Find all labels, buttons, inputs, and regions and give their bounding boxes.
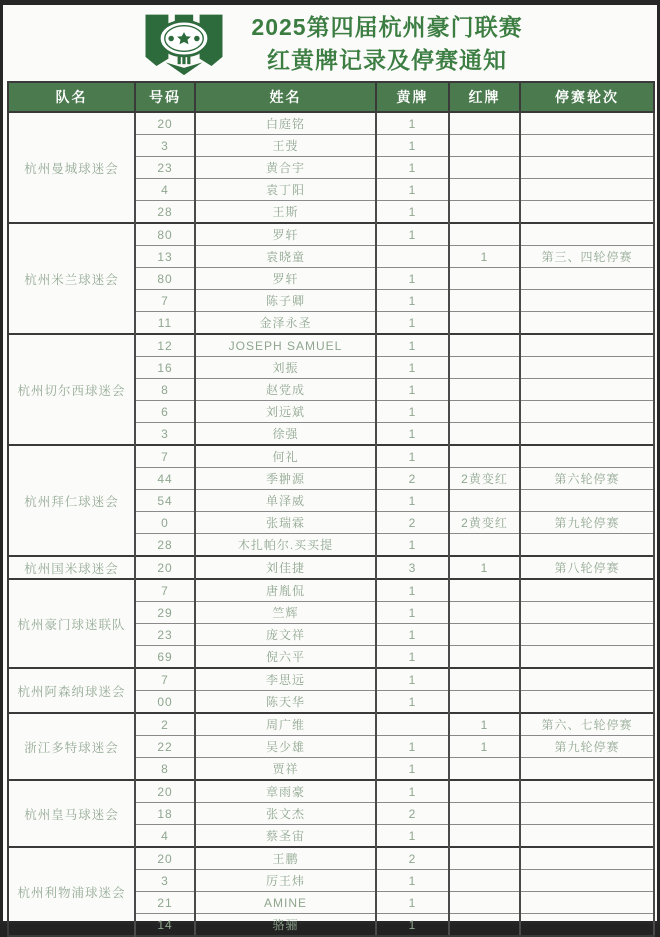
col-header-team: 队名 [8,82,135,112]
table-row [8,445,654,468]
player-number-cell: 21 [135,892,195,914]
player-name-cell: 王斯 [195,201,376,224]
player-name-cell: 蔡圣宙 [195,825,376,848]
team-name-cell: 浙江多特球迷会 [8,713,135,780]
player-number-cell: 14 [135,914,195,937]
team-name-cell: 杭州米兰球迷会 [8,223,135,334]
suspension-cell [520,379,654,401]
col-header-suspension: 停赛轮次 [520,82,654,112]
red-card-cell: 1 [449,713,520,736]
player-number-cell: 8 [135,758,195,781]
table-row [8,334,654,357]
player-number-cell: 28 [135,201,195,224]
player-name-cell: 李思远 [195,668,376,691]
yellow-card-cell: 1 [376,691,449,714]
yellow-card-cell: 1 [376,334,449,357]
player-name-cell: 章雨豪 [195,780,376,803]
player-name-cell: 竺辉 [195,602,376,624]
suspension-cell [520,668,654,691]
suspension-cell [520,334,654,357]
red-card-cell: 1 [449,736,520,758]
player-number-cell: 7 [135,445,195,468]
yellow-card-cell: 1 [376,646,449,669]
table-row [8,579,654,602]
suspension-cell [520,624,654,646]
player-number-cell: 20 [135,780,195,803]
col-header-yellow: 黄牌 [376,82,449,112]
yellow-card-cell: 1 [376,290,449,312]
player-number-cell: 28 [135,534,195,557]
suspension-cell: 第六轮停赛 [520,468,654,490]
red-card-cell [449,135,520,157]
table-header [8,82,654,112]
table-row [8,847,654,870]
suspension-cell [520,602,654,624]
player-number-cell: 20 [135,112,195,135]
red-card-cell [449,379,520,401]
red-card-cell: 1 [449,556,520,579]
yellow-card-cell: 3 [376,556,449,579]
yellow-card-cell: 2 [376,468,449,490]
player-name-cell: 厉王炜 [195,870,376,892]
player-name-cell: 袁晓童 [195,246,376,268]
suspension-cell: 第三、四轮停赛 [520,246,654,268]
suspension-cell [520,268,654,290]
yellow-card-cell: 2 [376,803,449,825]
col-header-red: 红牌 [449,82,520,112]
team-name-cell: 杭州切尔西球迷会 [8,334,135,445]
player-name-cell: 木扎帕尔.买买提 [195,534,376,557]
yellow-card-cell: 1 [376,445,449,468]
player-number-cell: 69 [135,646,195,669]
red-card-cell [449,847,520,870]
suspension-cell [520,758,654,781]
red-card-cell [449,780,520,803]
suspension-cell [520,423,654,446]
table-row [8,668,654,691]
team-name-cell: 杭州阿森纳球迷会 [8,668,135,713]
suspension-cell [520,579,654,602]
yellow-card-cell: 1 [376,758,449,781]
player-name-cell: JOSEPH SAMUEL [195,334,376,357]
suspension-cell [520,914,654,937]
player-name-cell: 季翀源 [195,468,376,490]
suspension-cell: 第六、七轮停赛 [520,713,654,736]
player-name-cell: 徐强 [195,423,376,446]
player-number-cell: 3 [135,423,195,446]
player-number-cell: 8 [135,379,195,401]
player-name-cell: AMINE [195,892,376,914]
yellow-card-cell: 2 [376,847,449,870]
red-card-cell: 1 [449,246,520,268]
player-number-cell: 80 [135,223,195,246]
player-number-cell: 13 [135,246,195,268]
title-line-1: 2025第四届杭州豪门联赛 [251,13,523,40]
league-crest-icon [137,11,231,77]
yellow-card-cell: 1 [376,223,449,246]
suspension-cell [520,290,654,312]
red-card-cell [449,534,520,557]
table-row [8,713,654,736]
yellow-card-cell: 1 [376,736,449,758]
player-number-cell: 7 [135,579,195,602]
table-row [8,556,654,579]
yellow-card-cell: 1 [376,780,449,803]
col-header-name: 姓名 [195,82,376,112]
player-name-cell: 骆骊 [195,914,376,937]
suspension-cell [520,892,654,914]
page-header [3,5,657,80]
yellow-card-cell: 1 [376,201,449,224]
yellow-card-cell: 1 [376,914,449,937]
table-row [8,780,654,803]
yellow-card-cell: 1 [376,534,449,557]
player-name-cell: 贾祥 [195,758,376,781]
red-card-cell [449,334,520,357]
red-card-cell [449,602,520,624]
red-card-cell [449,490,520,512]
player-number-cell: 16 [135,357,195,379]
yellow-card-cell: 1 [376,112,449,135]
yellow-card-cell: 1 [376,579,449,602]
suspension-cell [520,312,654,335]
player-name-cell: 白庭铭 [195,112,376,135]
red-card-cell: 2黄变红 [449,512,520,534]
red-card-cell [449,312,520,335]
red-card-cell [449,691,520,714]
yellow-card-cell: 1 [376,157,449,179]
player-name-cell: 袁丁阳 [195,179,376,201]
suspension-cell [520,201,654,224]
red-card-cell [449,579,520,602]
red-card-cell [449,401,520,423]
suspension-cell: 第九轮停赛 [520,512,654,534]
yellow-card-cell: 1 [376,423,449,446]
red-card-cell [449,179,520,201]
red-card-cell [449,624,520,646]
suspension-cell: 第八轮停赛 [520,556,654,579]
player-name-cell: 何礼 [195,445,376,468]
player-name-cell: 王弢 [195,135,376,157]
suspension-cell [520,112,654,135]
red-card-cell [449,112,520,135]
player-number-cell: 00 [135,691,195,714]
yellow-card-cell: 1 [376,870,449,892]
player-name-cell: 唐胤侃 [195,579,376,602]
yellow-card-cell [376,713,449,736]
player-number-cell: 23 [135,624,195,646]
yellow-card-cell: 1 [376,825,449,848]
red-card-cell [449,157,520,179]
player-name-cell: 张瑞霖 [195,512,376,534]
player-name-cell: 刘佳捷 [195,556,376,579]
suspension-cell [520,445,654,468]
player-name-cell: 倪六平 [195,646,376,669]
player-number-cell: 54 [135,490,195,512]
player-name-cell: 刘远斌 [195,401,376,423]
player-name-cell: 王鹏 [195,847,376,870]
suspension-cell [520,803,654,825]
player-name-cell: 黄合宇 [195,157,376,179]
player-number-cell: 20 [135,847,195,870]
player-name-cell: 单泽威 [195,490,376,512]
player-number-cell: 23 [135,157,195,179]
red-card-cell [449,914,520,937]
yellow-card-cell: 1 [376,602,449,624]
player-number-cell: 3 [135,135,195,157]
player-number-cell: 80 [135,268,195,290]
red-card-cell [449,892,520,914]
red-card-cell [449,870,520,892]
player-number-cell: 4 [135,179,195,201]
suspension-cell [520,847,654,870]
player-number-cell: 7 [135,290,195,312]
player-name-cell: 庞文祥 [195,624,376,646]
player-number-cell: 4 [135,825,195,848]
team-name-cell: 杭州皇马球迷会 [8,780,135,847]
suspension-cell [520,691,654,714]
player-name-cell: 罗轩 [195,268,376,290]
page-title [251,11,522,76]
player-number-cell: 18 [135,803,195,825]
red-card-cell [449,758,520,781]
red-card-cell [449,646,520,669]
yellow-card-cell: 1 [376,401,449,423]
suspension-cell [520,135,654,157]
player-number-cell: 2 [135,713,195,736]
player-number-cell: 12 [135,334,195,357]
player-number-cell: 3 [135,870,195,892]
yellow-card-cell: 2 [376,512,449,534]
suspension-cell [520,157,654,179]
red-card-cell [449,290,520,312]
team-name-cell: 杭州曼城球迷会 [8,112,135,223]
table-row [8,223,654,246]
suspension-cell [520,825,654,848]
yellow-card-cell: 1 [376,312,449,335]
suspension-cell [520,357,654,379]
suspension-cell [520,870,654,892]
col-header-number: 号码 [135,82,195,112]
suspension-cell [520,490,654,512]
red-card-cell [449,223,520,246]
suspension-cell: 第九轮停赛 [520,736,654,758]
red-card-cell [449,803,520,825]
player-name-cell: 陈子卿 [195,290,376,312]
player-number-cell: 0 [135,512,195,534]
suspension-cell [520,223,654,246]
suspension-cell [520,780,654,803]
yellow-card-cell: 1 [376,490,449,512]
player-name-cell: 张文杰 [195,803,376,825]
title-line-2: 红黄牌记录及停赛通知 [266,46,507,73]
yellow-card-cell: 1 [376,135,449,157]
yellow-card-cell: 1 [376,268,449,290]
card-records-table [7,81,655,937]
red-card-cell [449,825,520,848]
red-card-cell [449,445,520,468]
player-name-cell: 金泽永圣 [195,312,376,335]
table-body [8,112,654,936]
player-number-cell: 29 [135,602,195,624]
suspension-cell [520,646,654,669]
suspension-cell [520,401,654,423]
team-name-cell: 杭州拜仁球迷会 [8,445,135,556]
team-name-cell: 杭州利物浦球迷会 [8,847,135,936]
player-number-cell: 6 [135,401,195,423]
player-name-cell: 赵党成 [195,379,376,401]
player-number-cell: 11 [135,312,195,335]
red-card-cell [449,268,520,290]
player-number-cell: 7 [135,668,195,691]
suspension-cell [520,179,654,201]
player-number-cell: 22 [135,736,195,758]
yellow-card-cell: 1 [376,179,449,201]
yellow-card-cell: 1 [376,892,449,914]
yellow-card-cell: 1 [376,379,449,401]
suspension-cell [520,534,654,557]
red-card-cell [449,357,520,379]
player-name-cell: 周广维 [195,713,376,736]
player-name-cell: 罗轩 [195,223,376,246]
red-card-cell [449,201,520,224]
yellow-card-cell [376,246,449,268]
yellow-card-cell: 1 [376,357,449,379]
player-number-cell: 20 [135,556,195,579]
player-number-cell: 44 [135,468,195,490]
team-name-cell: 杭州豪门球迷联队 [8,579,135,668]
red-card-cell [449,668,520,691]
player-name-cell: 吴少雄 [195,736,376,758]
player-name-cell: 陈天华 [195,691,376,714]
red-card-cell: 2黄变红 [449,468,520,490]
table-row [8,112,654,135]
yellow-card-cell: 1 [376,668,449,691]
yellow-card-cell: 1 [376,624,449,646]
team-name-cell: 杭州国米球迷会 [8,556,135,579]
red-card-cell [449,423,520,446]
player-name-cell: 刘振 [195,357,376,379]
